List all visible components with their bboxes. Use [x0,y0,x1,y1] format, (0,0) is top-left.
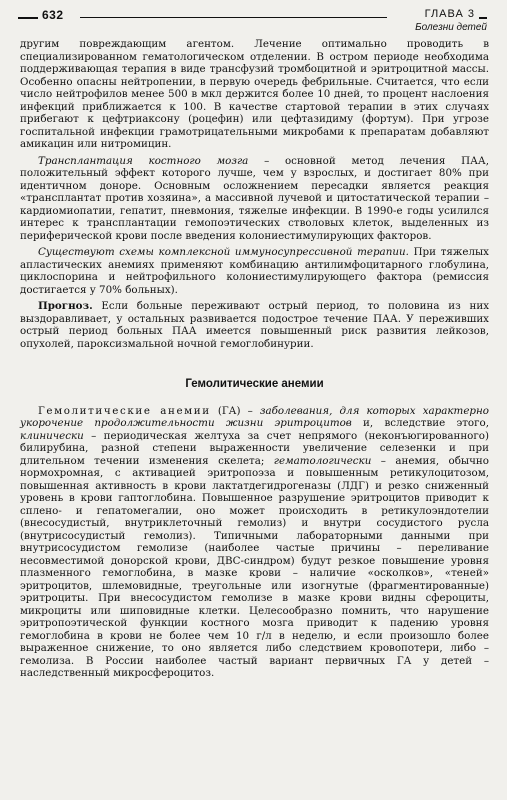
paragraph-text: другим повреждающим агентом. Лечение оптимально проводить в специализированном гематологическом отделении. В остром периоде необходима поддерживающая терапия в виде трансфузий тромбоцитной и эритроцитной массы. Особенно опасны нейтропении, в первую очередь фебрильные. Считается, что если число нейтрофилов менее 500 в мкл держится более 10 дней, то процент наслоения инфекций приближается к 100. В качестве стартовой терапии в этих случаях прибегают к цефтриаксону (роцефин) или цефтазидиму (фортум). При угрозе госпитальной инфекции грамотрицательными микробами к препаратам добавляют амикацин или нитромицин. [20,38,489,150]
chapter-subtitle: Болезни детей [415,22,487,33]
paragraph-text: – основной метод лечения ПАА, положительный эффект которого лучше, чем у взрослых, и достигает 80% при идентичном доноре. Основным осложнением пересадки является реакция «трансплантат против хозяина», а массивной лучевой и цитостатической терапии – кардиомиопатии, гепатит, пневмония, тяжелые инфекции. В 1990-е годы усилился интерес к трансплантации гемопоэтических стволовых клеток, выделенных из периферической крови после введения колониестимулирующих факторов. [20,154,489,242]
chapter-label: ГЛАВА 3 [424,8,475,20]
paragraph-treatment [20,38,489,151]
paragraph-text: Если больные переживают острый период, то половина из них выздоравливает, у остальных развивается подострое течение ПАА. У переживших острый период больных ПАА имеется повышенный риск развития лейкозов, опухолей, пароксизмальной ночной гемоглобинурии. [20,300,489,350]
header-rule [80,17,387,18]
term-transplant: Трансплантация костного мозга [38,154,249,167]
paragraph-hemolytic [20,405,489,680]
definition-text: заболевания, для которых характерно укорочение продолжительности жизни эритроцитов [20,404,489,429]
term-immunosuppression: Существуют схемы комплексной иммуносупрессивной терапии. [38,246,409,258]
header-rule-left [18,17,38,19]
section-title: Гемолитические анемии [185,378,324,390]
page-number: 632 [42,8,64,22]
term-hematologically: гематологически [273,454,372,467]
paragraph-text: – анемия, обычно нормохромная, с активацией эритропоэза и повышенным ретикулоцитозом, повышенная активность в крови лактатдегидрогеназы (ЛДГ) и резко сниженный уровень в крови гаптоглобина. Повышенное разрушение эритроцитов приводит к спленo- и гепатомегалии, оно может происходить в ретикулоэндотелии (внесосудистый, внутриклеточный гемолиз) и внутри сосудистого русла (внутрисосудистый гемолиз). Типичными лабораторными данными при внутрисосудистом гемолизе (наиболее частые причины – переливание несовместимой донорской крови, ДВС-синдром) будут резкое повышение уровня плазменного гемоглобина, в мазке крови – наличие «осколков», «теней» эритроцитов, шлемовидные, треугольные или изогнутые (фрагментированные) эритроциты. При внесосудистом гемолизе в мазке крови видны сфероциты, микроциты или шиповидные клетки. Целесообразно помнить, что нарушение эритропоэтической функции костного мозга приводит к падению уровня гемоглобина в крови не более чем 10 г/л в неделю, и если произошло более выраженное снижение, то оно является либо следствием кровопотери, либо – гемолиза. В России наиболее частый вариант первичных ГА у детей – наследственный микросфероцитоз. [20,454,489,679]
paragraph-text: – периодическая желтуха за счет непрямого (неконъюгированного) билирубина, разной степени выраженности увеличение селезенки и при длительном течении изменения скелета; [20,429,489,467]
term-prognosis: Прогноз. [38,300,93,312]
paragraph-text: При тяжелых апластических анемиях применяют комбинацию антилимфоцитарного глобулина, циклоспорина и нейтрофильного колониестимулирующего фактора (ремиссия достигается у 70% больных). [20,246,489,296]
paragraph-immunosuppression [20,246,489,296]
running-header [18,8,487,32]
paragraph-transplant [20,155,489,243]
term-hemolytic: Гемолитические анемии [38,404,211,417]
paragraph-prognosis [20,300,489,350]
header-rule-right [479,17,487,19]
term-clinically: клинически [20,429,84,442]
body-text [20,38,489,680]
paragraph-text: и, вследствие этого, [351,417,489,429]
paragraph-text: (ГА) – [210,404,260,417]
